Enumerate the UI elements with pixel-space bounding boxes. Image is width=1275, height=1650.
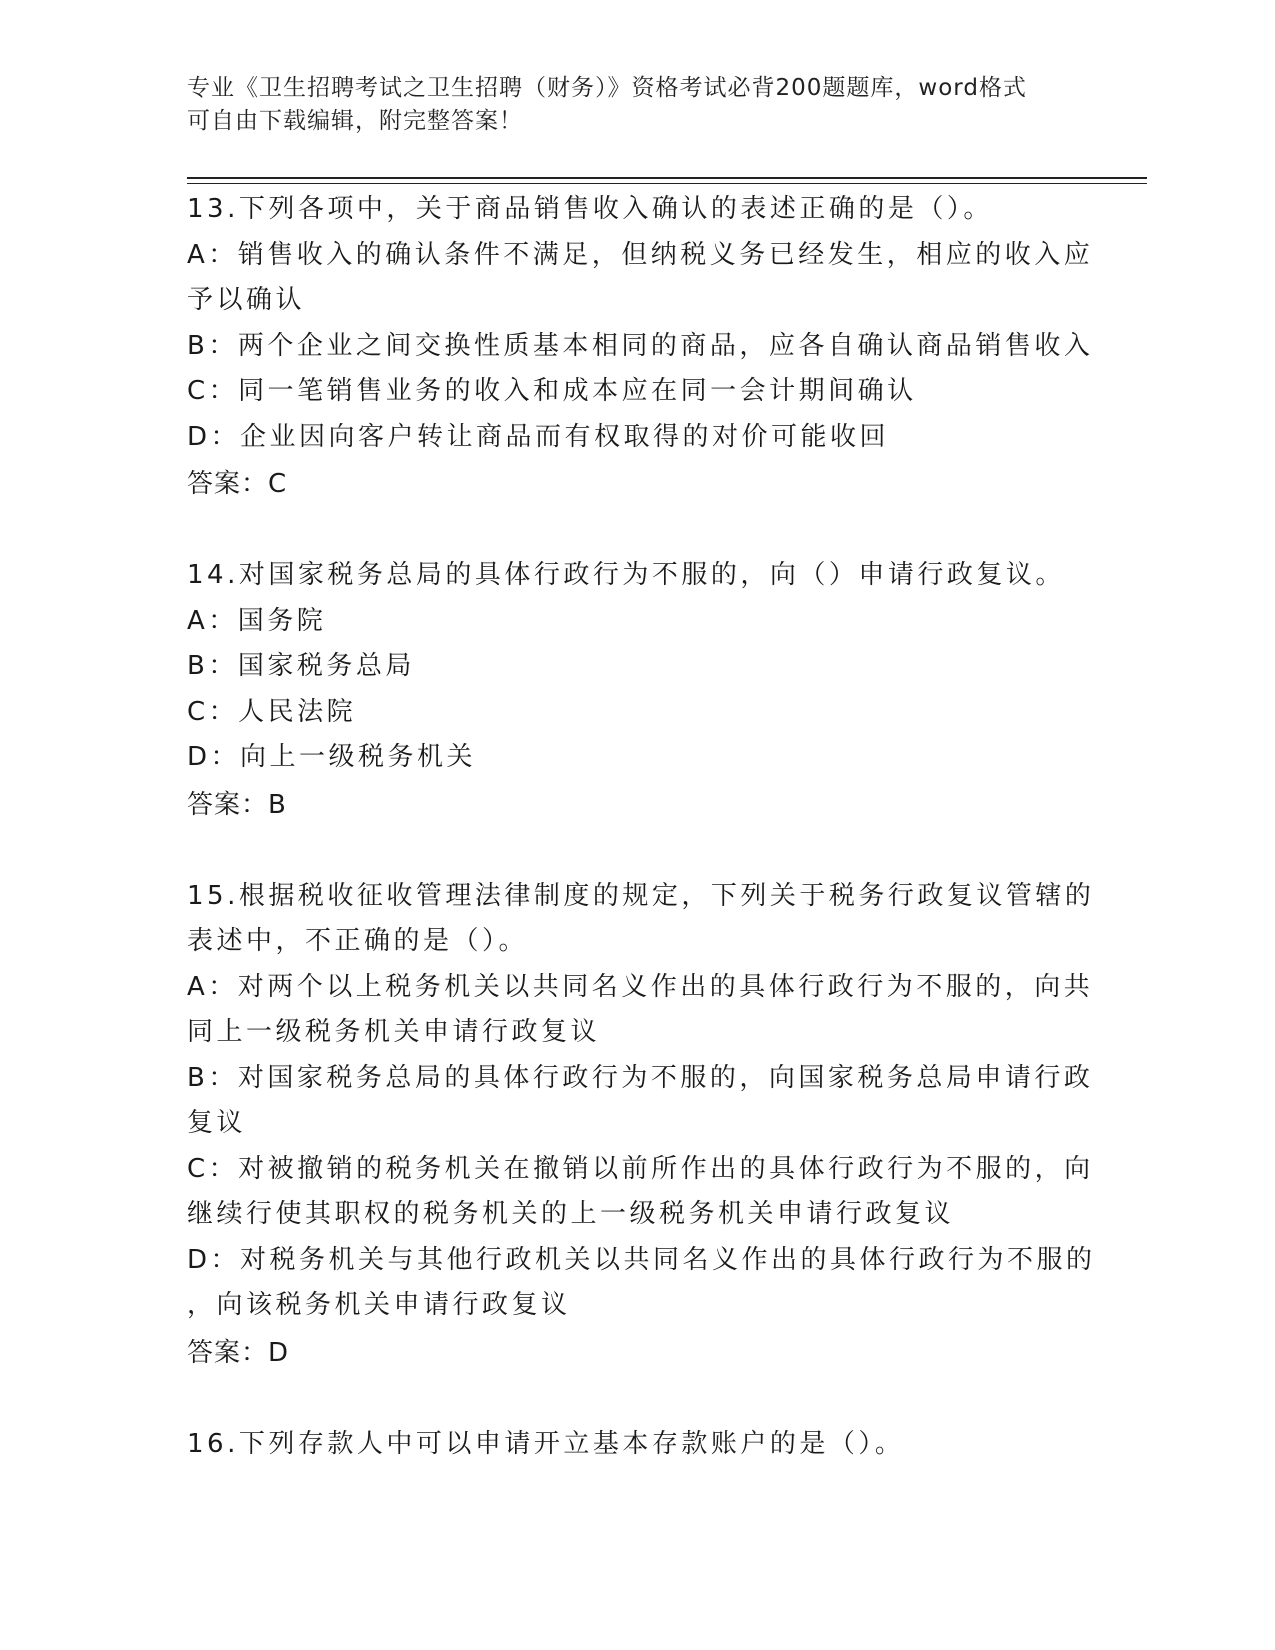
option-b: B：对国家税务总局的具体行政行为不服的，向国家税务总局申请行政 bbox=[187, 1062, 1094, 1093]
option-d: D：企业因向客户转让商品而有权取得的对价可能收回 bbox=[187, 421, 890, 452]
document-header bbox=[187, 72, 1067, 138]
question-stem: 14.对国家税务总局的具体行政行为不服的，向（）申请行政复议。 bbox=[187, 560, 1065, 590]
option-b-continued: 复议 bbox=[187, 1108, 247, 1138]
header-divider-thin bbox=[187, 183, 1147, 184]
header-divider bbox=[187, 177, 1147, 179]
answer: 答案：C bbox=[187, 469, 288, 499]
option-a-continued: 同上一级税务机关申请行政复议 bbox=[187, 1017, 601, 1047]
option-b: B：两个企业之间交换性质基本相同的商品，应各自确认商品销售收入 bbox=[187, 330, 1094, 361]
option-a: A：销售收入的确认条件不满足，但纳税义务已经发生，相应的收入应 bbox=[187, 239, 1094, 270]
option-c-continued: 继续行使其职权的税务机关的上一级税务机关申请行政复议 bbox=[187, 1199, 955, 1229]
answer: 答案：D bbox=[187, 1337, 290, 1368]
option-c: C：同一笔销售业务的收入和成本应在同一会计期间确认 bbox=[187, 376, 917, 406]
question-list bbox=[187, 187, 1096, 1467]
question-stem: 15.根据税收征收管理法律制度的规定，下列关于税务行政复议管辖的 bbox=[187, 880, 1095, 911]
option-a: A：对两个以上税务机关以共同名义作出的具体行政行为不服的，向共 bbox=[187, 971, 1094, 1002]
option-d: D：向上一级税务机关 bbox=[187, 742, 477, 772]
spacer bbox=[187, 828, 1087, 874]
question-stem: 16.下列存款人中可以申请开立基本存款账户的是（）。 bbox=[187, 1428, 905, 1459]
question-block bbox=[187, 874, 1096, 1377]
question-stem: 13.下列各项中，关于商品销售收入确认的表述正确的是（）。 bbox=[187, 194, 993, 224]
answer: 答案：B bbox=[187, 789, 287, 820]
option-d: D：对税务机关与其他行政机关以共同名义作出的具体行政行为不服的 bbox=[187, 1244, 1096, 1275]
option-c: C：对被撤销的税务机关在撤销以前所作出的具体行政行为不服的，向 bbox=[187, 1153, 1094, 1184]
header-line: 专业《卫生招聘考试之卫生招聘（财务）》资格考试必背200题题库，word格式 bbox=[187, 75, 1027, 101]
spacer bbox=[187, 508, 1087, 554]
header-line: 可自由下载编辑，附完整答案！ bbox=[187, 108, 523, 134]
option-a: A：国务院 bbox=[187, 605, 327, 636]
option-c: C：人民法院 bbox=[187, 696, 357, 727]
question-block bbox=[187, 187, 1094, 508]
question-block bbox=[187, 1422, 1087, 1468]
spacer bbox=[187, 1376, 1087, 1422]
option-b: B：国家税务总局 bbox=[187, 651, 415, 681]
question-block bbox=[187, 553, 1087, 828]
question-stem-continued: 表述中，不正确的是（）。 bbox=[187, 926, 529, 956]
option-d-continued: ，向该税务机关申请行政复议 bbox=[187, 1290, 571, 1320]
option-a-continued: 予以确认 bbox=[187, 285, 306, 315]
